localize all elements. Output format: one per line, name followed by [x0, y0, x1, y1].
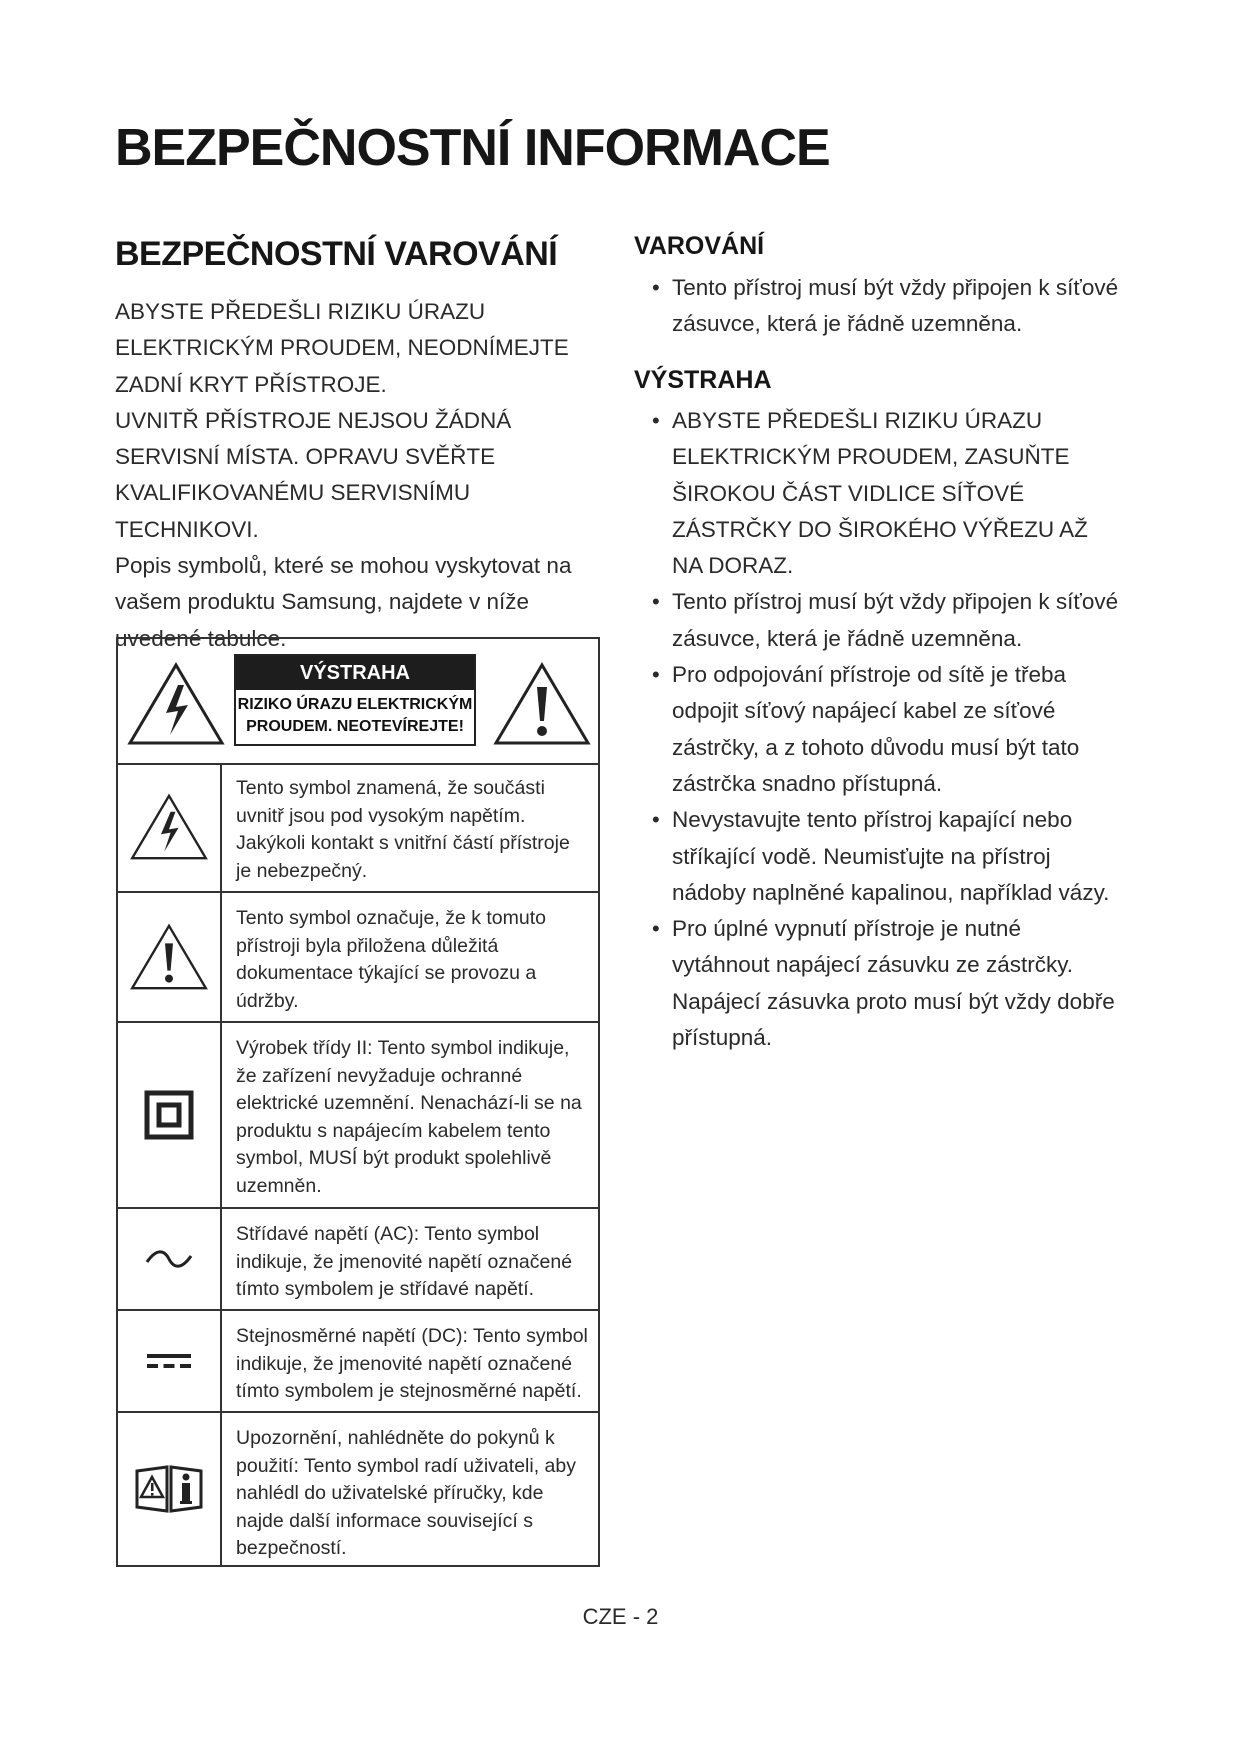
class-ii-double-square-icon	[144, 1090, 194, 1140]
list-item: • ABYSTE PŘEDEŠLI RIZIKU ÚRAZU ELEKTRICKÝM PROUDEM, ZASUŇTE ŠIROKOU ČÁST VIDLICE SÍŤOVÉ ZÁSTRČKY DO ŠIROKÉHO VÝŘEZU AŽ NA DORAZ.	[652, 408, 1088, 579]
symbols-table	[116, 637, 600, 1567]
symbol-row	[118, 1209, 598, 1311]
manual-info-icon	[134, 1463, 204, 1515]
symbol-description: Výrobek třídy II: Tento symbol indikuje, že zařízení nevyžaduje ochranné elektrické uzemnění. Nenachází-li se na produktu s napájecím kabelem tento symbol, MUSÍ být produkt spolehlivě uzemněn.	[236, 1037, 582, 1197]
intro-paragraph-2: UVNITŘ PŘÍSTROJE NEJSOU ŽÁDNÁ SERVISNÍ MÍSTA. OPRAVU SVĚŘTE KVALIFIKOVANÉMU SERVISNÍMU TECHNIKOVI.	[115, 407, 512, 542]
caution-label-text: RIZIKO ÚRAZU ELEKTRICKÝM PROUDEM. NEOTEVÍREJTE!	[237, 696, 473, 735]
page-title: BEZPEČNOSTNÍ INFORMACE	[115, 119, 830, 177]
intro-text	[115, 294, 595, 657]
lightning-triangle-icon	[126, 661, 226, 747]
symbol-description: Tento symbol znamená, že součásti uvnitř jsou pod vysokým napětím. Jakýkoli kontakt s vnitřní částí přístroje je nebezpečný.	[236, 777, 570, 882]
warning-list	[652, 270, 1122, 343]
exclamation-triangle-icon	[492, 661, 592, 747]
caution-label-header	[118, 639, 598, 765]
symbol-row	[118, 893, 598, 1023]
lightning-triangle-icon	[129, 792, 209, 862]
ac-voltage-icon	[144, 1247, 194, 1271]
intro-paragraph-3: Popis symbolů, které se mohou vyskytovat na vašem produktu Samsung, najdete v níže uvedené tabulce.	[115, 553, 572, 651]
list-item: • Pro úplné vypnutí přístroje je nutné vytáhnout napájecí zásuvku ze zástrčky. Napájecí zásuvka proto musí být vždy dobře přístupná.	[652, 916, 1115, 1051]
caution-label-title: VÝSTRAHA	[236, 656, 474, 690]
symbol-description: Stejnosměrné napětí (DC): Tento symbol indikuje, že jmenovité napětí označené tímto symbolem je stejnosměrné napětí.	[236, 1325, 588, 1402]
symbol-row	[118, 763, 598, 893]
caution-list	[652, 403, 1122, 1056]
section-title: BEZPEČNOSTNÍ VAROVÁNÍ	[115, 235, 558, 273]
caution-label	[234, 654, 476, 746]
page-number: CZE - 2	[582, 1604, 659, 1629]
symbol-row	[118, 1311, 598, 1413]
list-item: • Pro odpojování přístroje od sítě je třeba odpojit síťový napájecí kabel ze síťové zástrčky, a z tohoto důvodu musí být tato zástrčka snadno přístupná.	[652, 662, 1080, 796]
list-item: • Tento přístroj musí být vždy připojen k síťové zásuvce, která je řádně uzemněna.	[652, 275, 1119, 337]
symbol-row	[118, 1413, 598, 1565]
warning-heading: VAROVÁNÍ	[634, 232, 765, 260]
symbol-description: Střídavé napětí (AC): Tento symbol indikuje, že jmenovité napětí označené tímto symbolem je střídavé napětí.	[236, 1223, 573, 1300]
intro-paragraph-1: ABYSTE PŘEDEŠLI RIZIKU ÚRAZU ELEKTRICKÝM PROUDEM, NEODNÍMEJTE ZADNÍ KRYT PŘÍSTROJE.	[115, 299, 569, 397]
symbol-description: Tento symbol označuje, že k tomuto přístroji byla přiložena důležitá dokumentace týkající se provozu a údržby.	[236, 907, 546, 1012]
exclamation-triangle-icon	[129, 922, 209, 992]
list-item: • Nevystavujte tento přístroj kapající nebo stříkající vodě. Neumisťujte na přístroj nádoby naplněné kapalinou, například vázy.	[652, 807, 1110, 905]
symbol-description: Upozornění, nahlédněte do pokynů k použití: Tento symbol radí uživateli, aby nahlédl do uživatelské příručky, kde najde další informace související s bezpečností.	[236, 1427, 576, 1559]
list-item: • Tento přístroj musí být vždy připojen k síťové zásuvce, která je řádně uzemněna.	[652, 589, 1119, 651]
dc-voltage-icon	[144, 1350, 194, 1372]
caution-heading: VÝSTRAHA	[634, 366, 772, 394]
symbol-row	[118, 1023, 598, 1209]
